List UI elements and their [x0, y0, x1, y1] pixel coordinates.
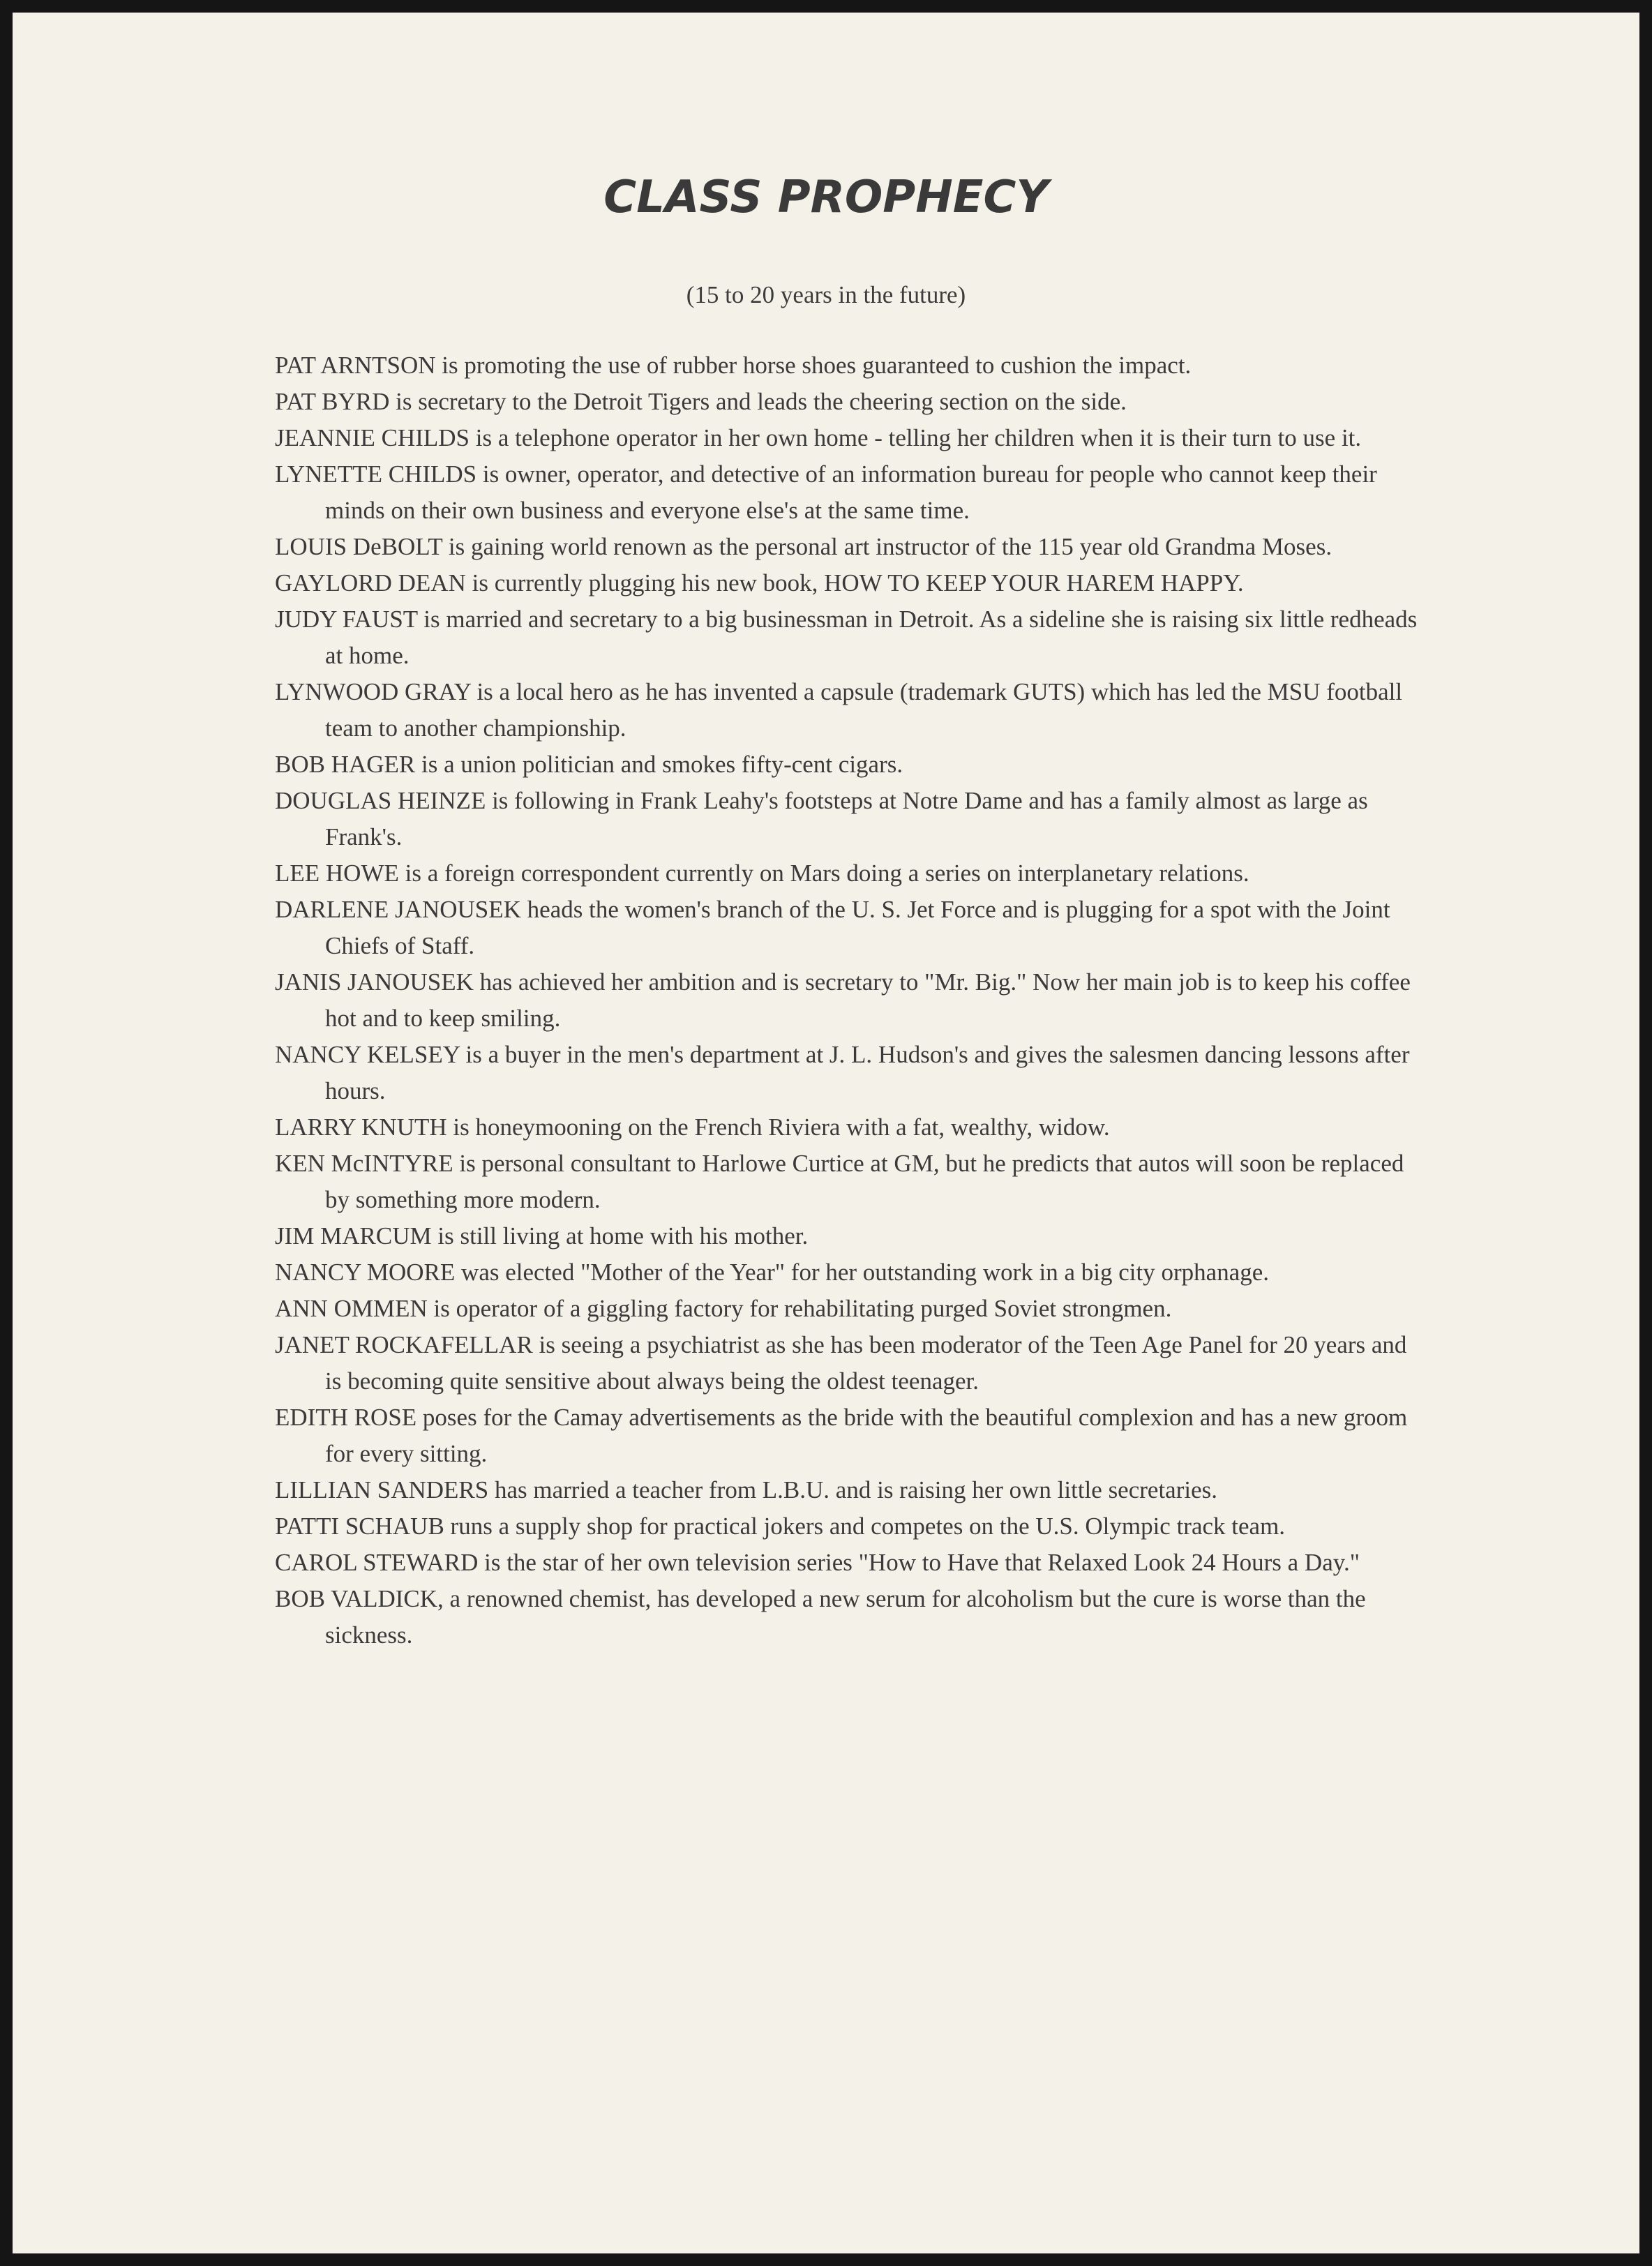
prophecy-entry: JANET ROCKAFELLAR is seeing a psychiatrist as she has been moderator of the Teen Age Panel for 20 years and is becoming quite sensitive about always being the oldest teenager.: [275, 1331, 1407, 1395]
prophecy-entry: KEN McINTYRE is personal consultant to Harlowe Curtice at GM, but he predicts that autos will soon be replaced by something more modern.: [275, 1150, 1404, 1213]
prophecy-entry: GAYLORD DEAN is currently plugging his new book, HOW TO KEEP YOUR HAREM HAPPY.: [275, 569, 1244, 596]
prophecy-entry: PAT ARNTSON is promoting the use of rubber horse shoes guaranteed to cushion the impact.: [275, 352, 1192, 379]
prophecy-entry: LYNETTE CHILDS is owner, operator, and detective of an information bureau for people who cannot keep their minds on their own business and everyone else's at the same time.: [275, 460, 1377, 524]
prophecy-entry: PATTI SCHAUB runs a supply shop for practical jokers and competes on the U.S. Olympic track team.: [275, 1513, 1286, 1540]
prophecy-entry: DOUGLAS HEINZE is following in Frank Leahy's footsteps at Notre Dame and has a family almost as large as Frank's.: [275, 787, 1368, 850]
page-subtitle: (15 to 20 years in the future): [686, 281, 966, 308]
document-page: [13, 13, 1639, 2253]
prophecy-entry: BOB VALDICK, a renowned chemist, has developed a new serum for alcoholism but the cure is worse than the sickness.: [275, 1585, 1366, 1649]
prophecy-entry: LYNWOOD GRAY is a local hero as he has invented a capsule (trademark GUTS) which has led the MSU football team to another championship.: [275, 678, 1403, 742]
prophecy-entry: JANIS JANOUSEK has achieved her ambition and is secretary to "Mr. Big." Now her main job is to keep his coffee hot and to keep smiling.: [275, 968, 1411, 1032]
prophecy-entry: EDITH ROSE poses for the Camay advertisements as the bride with the beautiful complexion and has a new groom for every sitting.: [275, 1404, 1408, 1467]
prophecy-entry: LOUIS DeBOLT is gaining world renown as the personal art instructor of the 115 year old Grandma Moses.: [275, 533, 1332, 560]
prophecy-entry: BOB HAGER is a union politician and smokes fifty-cent cigars.: [275, 751, 903, 778]
prophecy-entry: JEANNIE CHILDS is a telephone operator in her own home - telling her children when it is their turn to use it.: [275, 424, 1362, 451]
prophecy-entry: LARRY KNUTH is honeymooning on the French Riviera with a fat, wealthy, widow.: [275, 1113, 1110, 1141]
prophecy-list: [275, 347, 1426, 1653]
prophecy-entry: PAT BYRD is secretary to the Detroit Tigers and leads the cheering section on the side.: [275, 388, 1127, 415]
prophecy-entry: LEE HOWE is a foreign correspondent currently on Mars doing a series on interplanetary relations.: [275, 860, 1249, 887]
prophecy-entry: ANN OMMEN is operator of a giggling factory for rehabilitating purged Soviet strongmen.: [275, 1295, 1172, 1322]
prophecy-entry: JUDY FAUST is married and secretary to a big businessman in Detroit. As a sideline she is raising six little redheads at home.: [275, 606, 1418, 669]
prophecy-entry: CAROL STEWARD is the star of her own television series "How to Have that Relaxed Look 24 Hours a Day.": [275, 1549, 1360, 1576]
prophecy-entry: NANCY MOORE was elected "Mother of the Year" for her outstanding work in a big city orphanage.: [275, 1259, 1270, 1286]
prophecy-entry: JIM MARCUM is still living at home with his mother.: [275, 1222, 809, 1250]
prophecy-entry: LILLIAN SANDERS has married a teacher from L.B.U. and is raising her own little secretaries.: [275, 1476, 1217, 1503]
prophecy-entry: NANCY KELSEY is a buyer in the men's department at J. L. Hudson's and gives the salesmen dancing lessons after hours.: [275, 1041, 1410, 1104]
prophecy-entry: DARLENE JANOUSEK heads the women's branch of the U. S. Jet Force and is plugging for a spot with the Joint Chiefs of Staff.: [275, 896, 1390, 959]
page-title: CLASS PROPHECY: [603, 172, 1049, 223]
